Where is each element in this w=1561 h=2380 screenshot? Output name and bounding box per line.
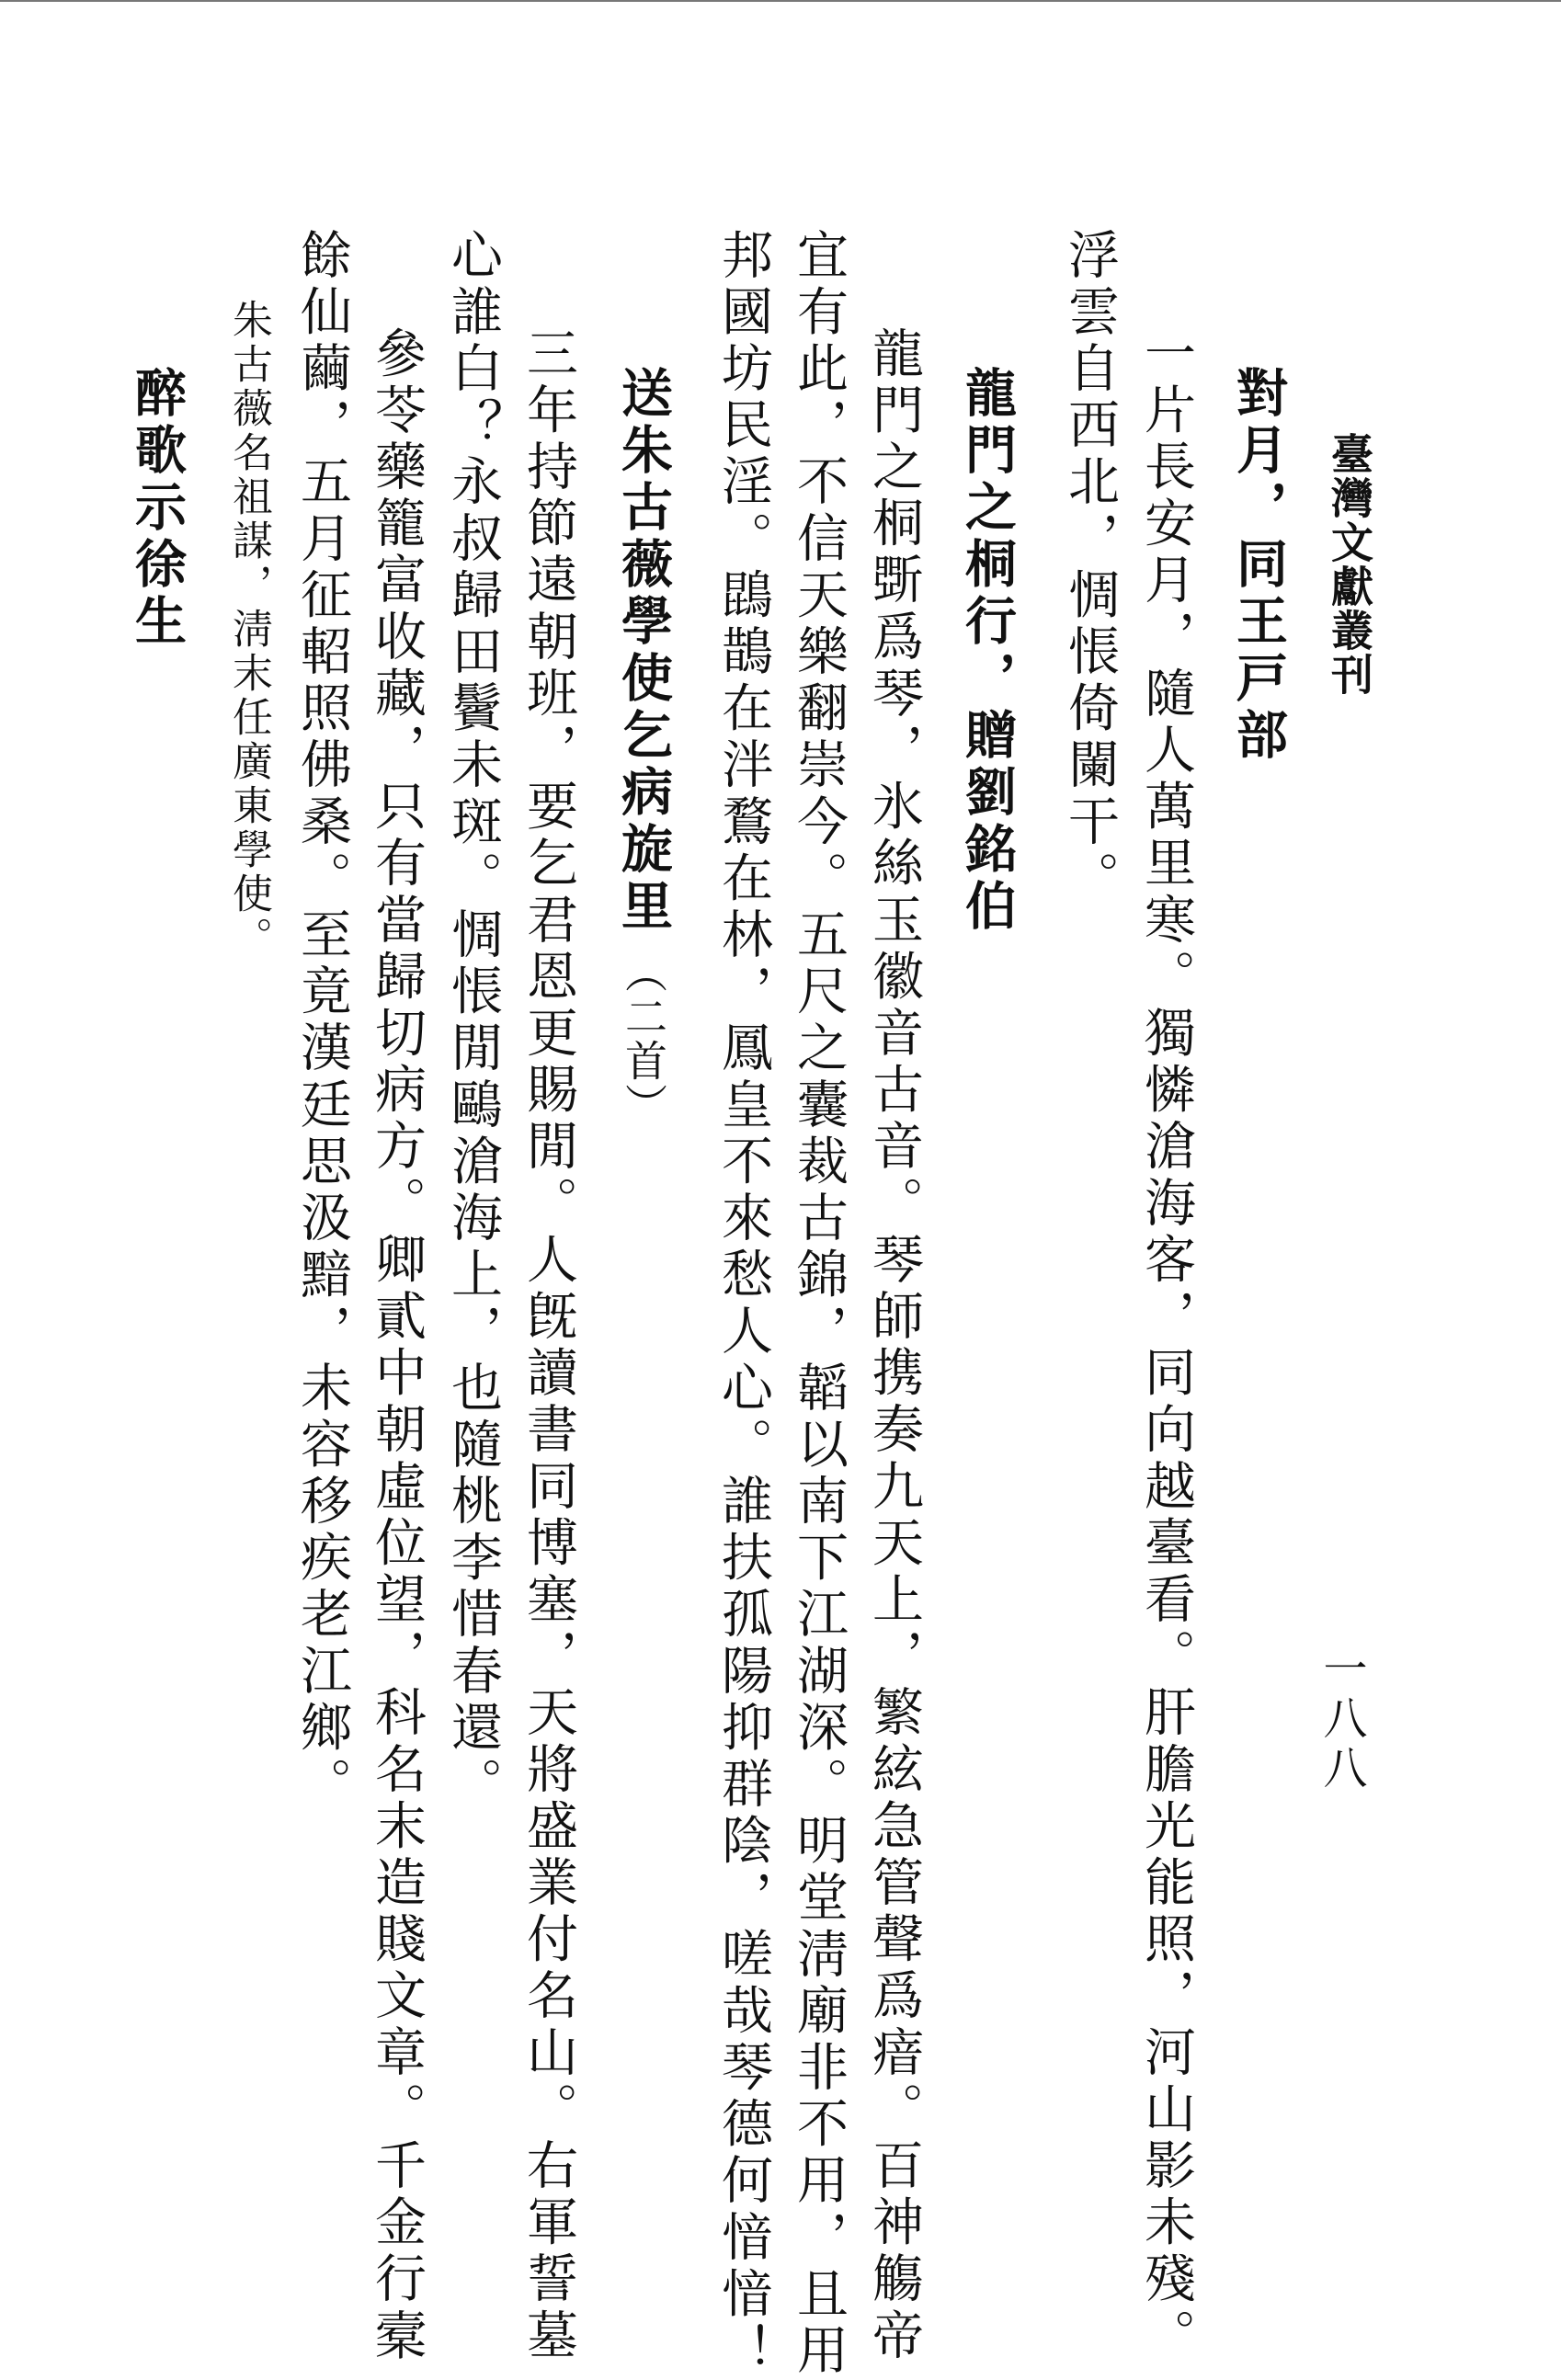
poem-title-2: 龍門之桐行，贈劉銘伯 xyxy=(957,366,1018,936)
poem-2-line-2: 宜有此，不信天樂翻崇今。五尺之囊裁古錦，韜以南下江湖深。明堂淸廟非不用，且用 xyxy=(789,228,849,2380)
page-top-border xyxy=(0,0,1561,2)
series-title: 臺灣文獻叢刊 xyxy=(1325,432,1374,697)
page-number: 一八八 xyxy=(1316,1646,1367,1794)
poem-3-note: 朱古薇名祖謀，淸末任廣東學使。 xyxy=(225,299,272,961)
poem-2-line-3: 邦國坊民淫。鵾鵲在泮鶩在林，鳳皇不來愁人心。誰扶孤陽抑群陰，嗟哉琴德何愔愔！ xyxy=(713,228,773,2380)
poem-1-line-2: 浮雲自西北，惆悵倚闌干。 xyxy=(1060,228,1120,908)
poem-title-3 xyxy=(613,366,674,1127)
poem-title-3-suffix: （二首） xyxy=(619,951,668,1127)
poem-3-line-2: 心誰白？永叔歸田鬢未斑。惆悵閒鷗滄海上，也隨桃李惜春還。 xyxy=(443,228,503,1814)
poem-title-3-text: 送朱古薇學使乞病旋里 xyxy=(613,366,674,936)
poem-title-4: 醉歌示徐生 xyxy=(127,366,188,651)
poem-3-line-3: 參苓藥籠富收藏，只有當歸切病方。卿貳中朝虛位望，科名末造賤文章。千金行槖 xyxy=(367,326,427,2365)
poem-3-line-1: 三年持節遠朝班，要乞君恩更賜閒。人旣讀書同博塞，天將盛業付名山。右軍誓墓 xyxy=(518,326,578,2365)
poem-2-line-1: 龍門之桐斲爲琴，氷絲玉徽音古音。琴師携奏九天上，繁絃急管聲爲瘖。百神觴帝 xyxy=(864,326,924,2365)
poem-1-line-1: 一片長安月，隨人萬里寒。獨憐滄海客，同向越臺看。肝膽光能照，河山影未殘。 xyxy=(1136,326,1196,2365)
poem-title-1: 對月，同王戸部 xyxy=(1228,366,1289,765)
poem-3-line-4: 餘仙繭，五月征軺照佛桑。至竟漢廷思汲黯，未容移疾老江鄉。 xyxy=(292,228,352,1814)
